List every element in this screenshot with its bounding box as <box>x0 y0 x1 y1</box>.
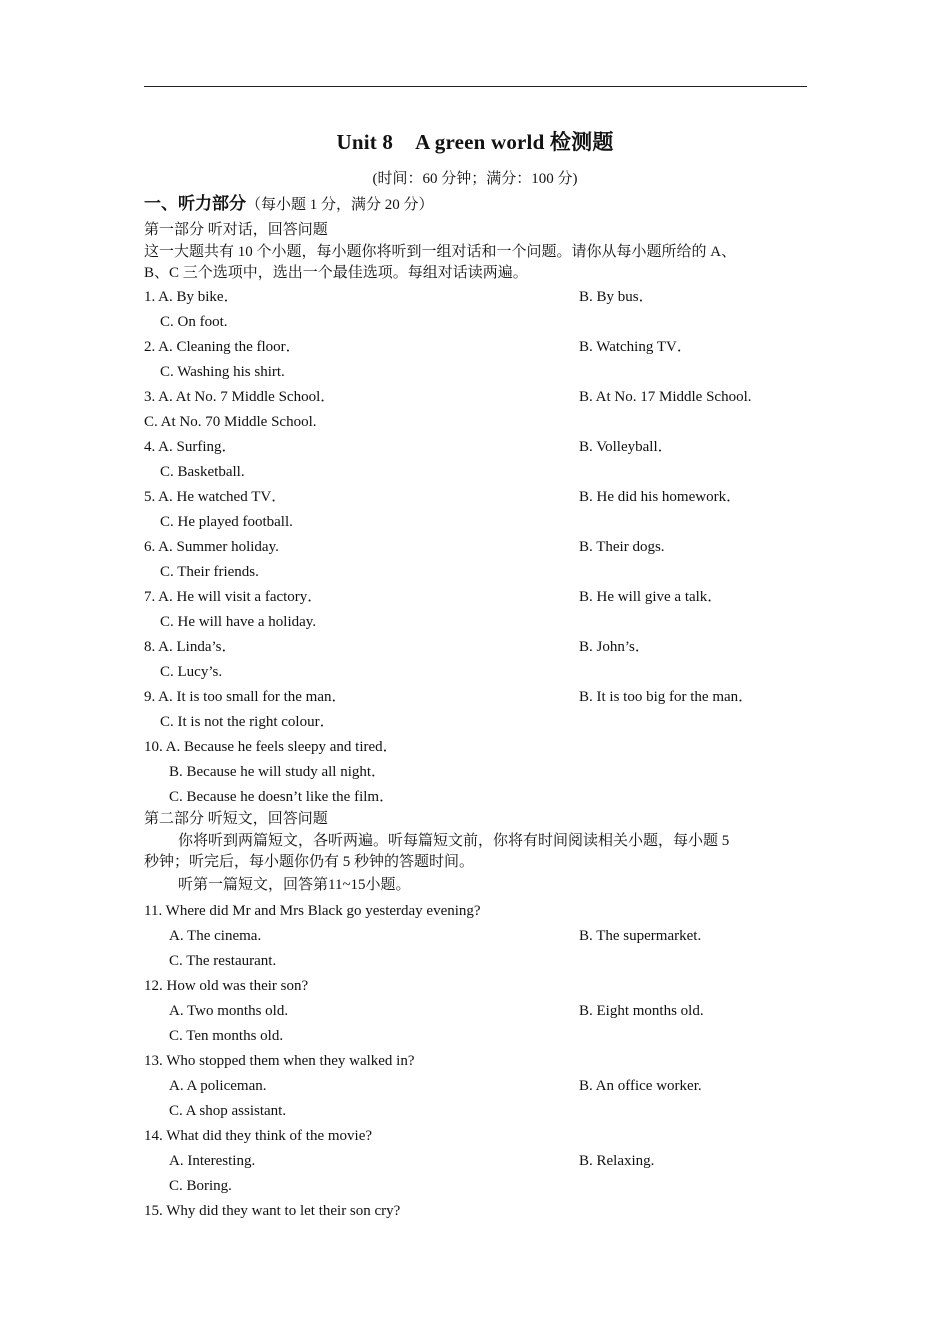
question-11-stem: 11. Where did Mr and Mrs Black go yesterday evening? <box>144 903 481 919</box>
question-13-stem: 13. Who stopped them when they walked in? <box>144 1053 415 1069</box>
question-4-option-a: 4. A. Surfing． <box>144 439 237 455</box>
question-13-option-b: B. An office worker. <box>579 1078 702 1094</box>
question-13-option-c: C. A shop assistant. <box>169 1103 287 1119</box>
question-8-option-c: C. Lucy’s. <box>160 664 223 680</box>
page-subtitle: (时间：60 分钟；满分：100 分) <box>372 171 578 187</box>
question-9-option-b: B. It is too big for the man． <box>579 689 754 705</box>
question-12-stem: 12. How old was their son? <box>144 978 309 994</box>
part2-title: 第二部分 听短文，回答问题 <box>144 811 328 827</box>
question-6-option-b: B. Their dogs. <box>579 539 665 555</box>
question-5-option-a: 5. A. He watched TV． <box>144 489 287 505</box>
question-12-option-a: A. Two months old. <box>169 1003 289 1019</box>
question-7-option-a: 7. A. He will visit a factory． <box>144 589 323 605</box>
question-2-option-b: B. Watching TV． <box>579 339 692 355</box>
title-unit: Unit 8 <box>336 130 394 154</box>
question-15-stem: 15. Why did they want to let their son cry? <box>144 1203 401 1219</box>
question-14-stem: 14. What did they think of the movie? <box>144 1128 373 1144</box>
part2-instruction: 听第一篇短文，回答第11~15小题。 <box>178 877 411 893</box>
question-10-option-c: C. Because he doesn’t like the film． <box>169 789 395 805</box>
top-rule <box>144 86 807 87</box>
question-5-option-b: B. He did his homework． <box>579 489 742 505</box>
part2-instruction: 秒钟；听完后，每小题你仍有 5 秒钟的答题时间。 <box>144 854 475 870</box>
question-2-option-c: C. Washing his shirt. <box>160 364 285 380</box>
question-1-option-a: 1. A. By bike． <box>144 289 239 305</box>
section-heading <box>144 194 434 215</box>
part1-instruction: B、C 三个选项中，选出一个最佳选项。每组对话读两遍。 <box>144 265 528 281</box>
question-10-option-b: B. Because he will study all night． <box>169 764 387 780</box>
question-5-option-c: C. He played football. <box>160 514 293 530</box>
question-7-option-c: C. He will have a holiday. <box>160 614 317 630</box>
part1-instruction: 这一大题共有 10 个小题，每小题你将听到一组对话和一个问题。请你从每小题所给的 A、 <box>144 244 737 260</box>
section-heading-note: （每小题 1 分，满分 20 分） <box>246 197 434 213</box>
question-14-option-a: A. Interesting. <box>169 1153 256 1169</box>
question-3-option-b: B. At No. 17 Middle School. <box>579 389 752 405</box>
question-12-option-b: B. Eight months old. <box>579 1003 704 1019</box>
question-8-option-b: B. John’s． <box>579 639 650 655</box>
section-heading-title: 一、听力部分 <box>144 194 246 213</box>
question-8-option-a: 8. A. Linda’s． <box>144 639 237 655</box>
question-11-option-b: B. The supermarket. <box>579 928 702 944</box>
question-10-option-a: 10. A. Because he feels sleepy and tired． <box>144 739 398 755</box>
question-6-option-c: C. Their friends. <box>160 564 259 580</box>
question-13-option-a: A. A policeman. <box>169 1078 267 1094</box>
part2-instruction: 你将听到两篇短文，各听两遍。听每篇短文前，你将有时间阅读相关小题，每小题 5 <box>178 833 730 849</box>
question-9-option-c: C. It is not the right colour． <box>160 714 335 730</box>
title-main: A green world 检测题 <box>415 130 614 154</box>
question-7-option-b: B. He will give a talk． <box>579 589 723 605</box>
question-4-option-c: C. Basketball. <box>160 464 245 480</box>
question-1-option-c: C. On foot. <box>160 314 228 330</box>
page-title <box>0 126 950 156</box>
question-3-option-c: C. At No. 70 Middle School. <box>144 414 317 430</box>
question-2-option-a: 2. A. Cleaning the floor． <box>144 339 301 355</box>
question-14-option-c: C. Boring. <box>169 1178 232 1194</box>
question-11-option-c: C. The restaurant. <box>169 953 277 969</box>
part1-title: 第一部分 听对话，回答问题 <box>144 222 328 238</box>
question-4-option-b: B. Volleyball． <box>579 439 673 455</box>
question-6-option-a: 6. A. Summer holiday. <box>144 539 279 555</box>
question-1-option-b: B. By bus． <box>579 289 654 305</box>
question-12-option-c: C. Ten months old. <box>169 1028 284 1044</box>
question-14-option-b: B. Relaxing. <box>579 1153 655 1169</box>
question-9-option-a: 9. A. It is too small for the man． <box>144 689 347 705</box>
question-11-option-a: A. The cinema. <box>169 928 262 944</box>
question-3-option-a: 3. A. At No. 7 Middle School． <box>144 389 336 405</box>
